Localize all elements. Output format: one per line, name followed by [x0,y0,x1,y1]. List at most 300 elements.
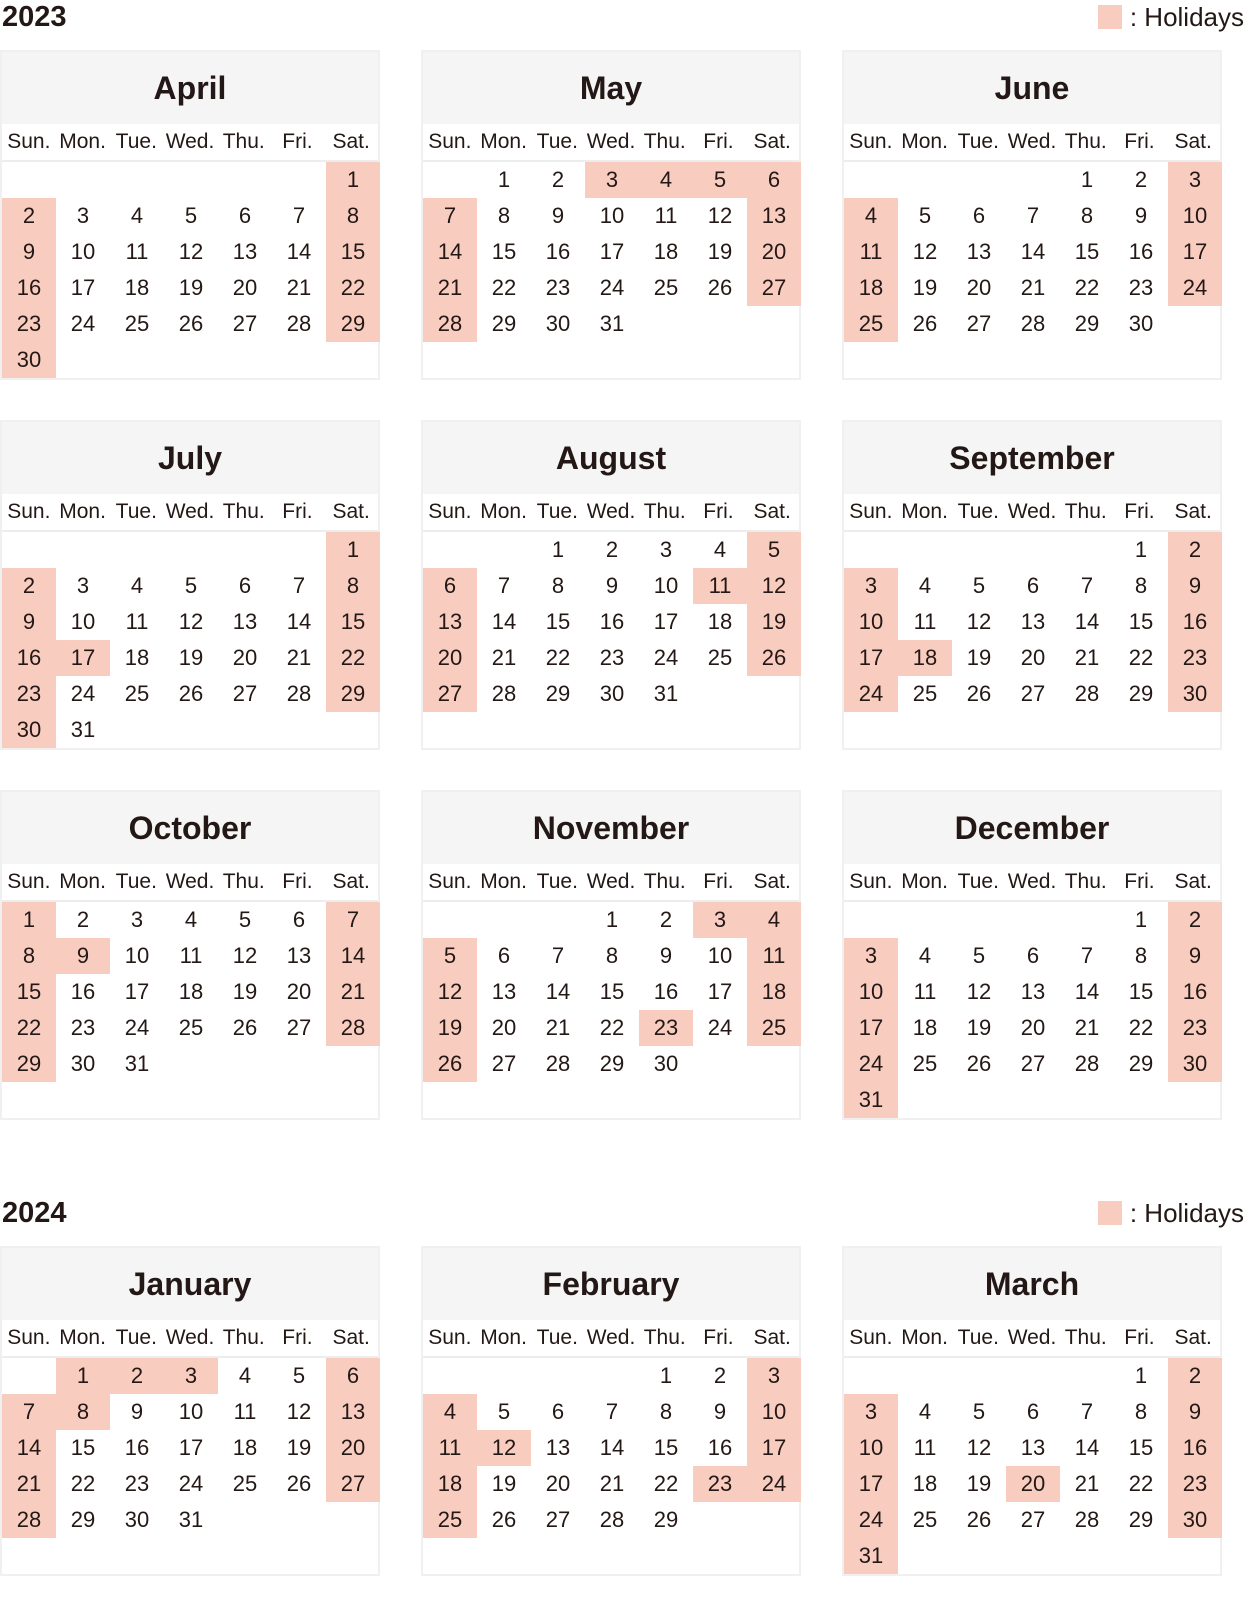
holiday-day: 1 [326,532,380,568]
day-cell: 27 [1020,1051,1046,1076]
empty-cell [272,532,326,568]
day-cell: 4 [184,907,198,932]
holiday-day: 5 [423,938,477,974]
day-cell: 9 [713,1399,727,1424]
day-cell: 22 [70,1471,96,1496]
day-cell: 14 [491,609,517,634]
day-cell: 14 [1074,609,1100,634]
weekday-label: Fri. [282,1326,313,1349]
holiday-day: 26 [423,1046,477,1082]
day-cell: 20 [232,645,258,670]
day-cell: 22 [545,645,571,670]
day-cell: 2 [605,537,619,562]
day-cell: 11 [654,203,678,228]
holiday-day: 10 [844,1430,898,1466]
weekday-label: Tue. [115,500,157,523]
day-grid [423,1358,799,1538]
day-cell: 12 [966,1435,992,1460]
holiday-day: 28 [326,1010,380,1046]
weekday-label: Mon. [480,500,527,523]
holiday-day: 9 [1168,568,1222,604]
weekday-label: Wed. [1007,130,1057,153]
weekday-label: Wed. [1007,1326,1057,1349]
holiday-day: 2 [1168,1358,1222,1394]
weekday-label: Tue. [115,130,157,153]
day-cell: 29 [1128,681,1154,706]
year-header [0,0,1252,40]
holiday-day: 21 [326,974,380,1010]
day-cell: 16 [70,979,96,1004]
holiday-day: 23 [693,1466,747,1502]
day-cell: 29 [491,311,517,336]
day-cell: 10 [124,943,150,968]
month-title: February [423,1248,799,1320]
empty-cell [272,162,326,198]
weekday-label: Tue. [957,130,999,153]
day-cell: 1 [551,537,565,562]
day-cell: 26 [707,275,733,300]
holiday-day: 2 [2,568,56,604]
day-cell: 12 [912,239,938,264]
day-cell: 7 [1080,943,1094,968]
day-cell: 30 [1128,311,1154,336]
year-title: 2024 [2,1197,67,1229]
holiday-day: 13 [326,1394,380,1430]
weekday-label: Sat. [753,130,791,153]
day-cell: 25 [912,681,938,706]
holiday-day: 30 [1168,676,1222,712]
day-cell: 2 [1134,167,1148,192]
day-cell: 8 [605,943,619,968]
month-card [842,50,1222,380]
holiday-day: 4 [423,1394,477,1430]
month-title: April [2,52,378,124]
holiday-day: 2 [2,198,56,234]
weekday-label: Fri. [1124,1326,1155,1349]
year-header [0,1196,1252,1236]
day-cell: 17 [653,609,679,634]
day-cell: 14 [1020,239,1046,264]
weekday-label: Fri. [1124,130,1155,153]
holiday-day: 10 [844,604,898,640]
day-cell: 8 [1134,1399,1148,1424]
day-cell: 30 [124,1507,150,1532]
day-cell: 16 [653,979,679,1004]
weekday-label: Sun. [428,500,472,523]
month-card [421,50,801,380]
holiday-day: 9 [2,604,56,640]
day-cell: 24 [124,1015,150,1040]
day-cell: 29 [70,1507,96,1532]
day-cell: 28 [491,681,517,706]
weekday-label: Tue. [536,130,578,153]
empty-cell [218,532,272,568]
weekday-label: Sun. [7,1326,51,1349]
holiday-day: 5 [693,162,747,198]
holiday-day: 6 [747,162,801,198]
holiday-day: 28 [423,306,477,342]
day-cell: 18 [912,1471,938,1496]
weekday-label: Mon. [480,870,527,893]
day-cell: 20 [491,1015,517,1040]
holiday-day: 23 [1168,640,1222,676]
day-cell: 7 [551,943,565,968]
day-cell: 14 [1074,979,1100,1004]
day-cell: 3 [76,573,90,598]
empty-cell [423,162,477,198]
day-cell: 3 [659,537,673,562]
day-cell: 6 [1026,1399,1040,1424]
holiday-day: 7 [326,902,380,938]
empty-cell [898,902,952,938]
weekday-label: Sat. [753,1326,791,1349]
month-title: March [844,1248,1220,1320]
day-cell: 26 [966,1051,992,1076]
day-cell: 13 [232,609,258,634]
day-cell: 22 [1128,645,1154,670]
day-cell: 15 [70,1435,96,1460]
weekday-label: Wed. [586,500,636,523]
holiday-day: 23 [1168,1466,1222,1502]
empty-cell [952,532,1006,568]
holiday-day: 3 [747,1358,801,1394]
day-cell: 26 [178,681,204,706]
holiday-day: 17 [844,640,898,676]
day-cell: 21 [1074,1471,1100,1496]
day-cell: 29 [599,1051,625,1076]
day-cell: 27 [545,1507,571,1532]
day-cell: 23 [70,1015,96,1040]
month-title: October [2,792,378,864]
day-cell: 7 [1026,203,1040,228]
day-cell: 1 [1134,537,1148,562]
holiday-day: 30 [2,342,56,378]
day-cell: 21 [1020,275,1046,300]
day-cell: 11 [913,1435,937,1460]
weekday-label: Thu. [643,1326,686,1349]
month-title: August [423,422,799,494]
empty-cell [1006,902,1060,938]
day-cell: 13 [1020,1435,1046,1460]
empty-cell [2,1358,56,1394]
weekday-header [423,1320,799,1358]
day-cell: 30 [653,1051,679,1076]
day-cell: 27 [1020,681,1046,706]
day-cell: 4 [713,537,727,562]
day-cell: 9 [1134,203,1148,228]
holiday-day: 16 [1168,974,1222,1010]
day-cell: 11 [179,943,203,968]
empty-cell [1006,162,1060,198]
holiday-day: 25 [747,1010,801,1046]
day-cell: 5 [918,203,932,228]
day-cell: 5 [972,1399,986,1424]
day-cell: 17 [178,1435,204,1460]
day-cell: 13 [232,239,258,264]
weekday-label: Mon. [59,870,106,893]
day-cell: 15 [1128,979,1154,1004]
holiday-day: 13 [423,604,477,640]
weekday-label: Fri. [703,870,734,893]
holiday-day: 3 [164,1358,218,1394]
empty-cell [1006,1358,1060,1394]
day-cell: 6 [1026,573,1040,598]
month-title: September [844,422,1220,494]
weekday-label: Fri. [1124,500,1155,523]
empty-cell [423,1358,477,1394]
day-cell: 13 [286,943,312,968]
day-cell: 2 [76,907,90,932]
holiday-day: 11 [747,938,801,974]
day-cell: 4 [918,573,932,598]
day-cell: 28 [286,311,312,336]
empty-cell [2,162,56,198]
holiday-day: 17 [1168,234,1222,270]
empty-cell [898,1358,952,1394]
weekday-header [423,864,799,902]
day-cell: 12 [178,609,204,634]
weekday-label: Thu. [222,870,265,893]
day-cell: 15 [545,609,571,634]
day-cell: 28 [1074,681,1100,706]
day-cell: 25 [707,645,733,670]
day-cell: 28 [1020,311,1046,336]
weekday-label: Mon. [901,500,948,523]
day-cell: 2 [713,1363,727,1388]
day-cell: 29 [1074,311,1100,336]
holiday-day: 5 [747,532,801,568]
holiday-day: 19 [423,1010,477,1046]
day-cell: 25 [232,1471,258,1496]
weekday-label: Fri. [282,500,313,523]
day-cell: 12 [966,609,992,634]
weekday-label: Sun. [7,500,51,523]
holiday-day: 31 [844,1538,898,1574]
empty-cell [898,532,952,568]
day-cell: 18 [124,275,150,300]
day-cell: 13 [491,979,517,1004]
weekday-label: Sat. [332,500,370,523]
day-cell: 26 [286,1471,312,1496]
empty-cell [423,902,477,938]
day-cell: 22 [1128,1015,1154,1040]
holiday-day: 18 [844,270,898,306]
day-grid [844,532,1220,712]
day-cell: 23 [124,1471,150,1496]
holiday-day: 25 [844,306,898,342]
weekday-label: Thu. [1064,1326,1107,1349]
day-cell: 31 [178,1507,204,1532]
holiday-day: 21 [2,1466,56,1502]
day-cell: 22 [491,275,517,300]
weekday-label: Sat. [332,1326,370,1349]
year-title: 2023 [2,1,67,33]
day-cell: 29 [545,681,571,706]
day-cell: 29 [1128,1051,1154,1076]
weekday-label: Fri. [703,130,734,153]
day-cell: 26 [178,311,204,336]
day-cell: 11 [125,239,149,264]
month-card [421,790,801,1120]
day-cell: 19 [491,1471,517,1496]
holiday-day: 10 [747,1394,801,1430]
holiday-day: 11 [844,234,898,270]
day-cell: 24 [178,1471,204,1496]
holiday-day: 1 [56,1358,110,1394]
day-cell: 12 [707,203,733,228]
empty-cell [844,532,898,568]
day-cell: 27 [966,311,992,336]
weekday-label: Tue. [957,870,999,893]
month-card [0,50,380,380]
day-cell: 30 [599,681,625,706]
holiday-day: 11 [423,1430,477,1466]
weekday-label: Mon. [901,130,948,153]
day-cell: 18 [124,645,150,670]
legend-label: : Holidays [1129,1197,1244,1228]
day-cell: 13 [1020,979,1046,1004]
holiday-day: 14 [326,938,380,974]
weekday-label: Mon. [59,1326,106,1349]
day-grid [423,902,799,1082]
empty-cell [844,1358,898,1394]
day-cell: 15 [1128,1435,1154,1460]
weekday-label: Wed. [586,1326,636,1349]
weekday-label: Sun. [428,130,472,153]
weekday-label: Sun. [428,1326,472,1349]
holiday-day: 3 [844,1394,898,1430]
holiday-day: 1 [326,162,380,198]
day-cell: 24 [70,311,96,336]
holiday-day: 20 [326,1430,380,1466]
day-cell: 13 [1020,609,1046,634]
day-cell: 26 [966,681,992,706]
day-cell: 31 [70,717,96,742]
day-grid [844,162,1220,342]
weekday-label: Sat. [1174,130,1212,153]
day-cell: 21 [286,645,312,670]
day-cell: 14 [286,239,312,264]
day-cell: 19 [232,979,258,1004]
holiday-day: 24 [1168,270,1222,306]
day-cell: 1 [605,907,619,932]
holiday-day: 23 [639,1010,693,1046]
day-cell: 18 [912,1015,938,1040]
weekday-label: Tue. [536,500,578,523]
day-cell: 11 [233,1399,257,1424]
weekday-label: Fri. [1124,870,1155,893]
weekday-label: Wed. [165,870,215,893]
holiday-day: 30 [1168,1502,1222,1538]
day-cell: 5 [184,573,198,598]
weekday-label: Sat. [753,870,791,893]
holiday-day: 7 [423,198,477,234]
holiday-day: 24 [844,676,898,712]
month-title: June [844,52,1220,124]
weekday-label: Sat. [1174,500,1212,523]
weekday-label: Thu. [643,500,686,523]
day-cell: 7 [1080,573,1094,598]
holiday-day: 3 [1168,162,1222,198]
empty-cell [531,1358,585,1394]
holiday-day: 8 [326,198,380,234]
day-cell: 12 [286,1399,312,1424]
day-cell: 25 [912,1051,938,1076]
day-cell: 27 [232,311,258,336]
empty-cell [56,532,110,568]
holiday-day: 16 [1168,604,1222,640]
day-cell: 9 [659,943,673,968]
weekday-header [844,494,1220,532]
weekday-label: Fri. [703,1326,734,1349]
day-cell: 24 [707,1015,733,1040]
day-cell: 26 [966,1507,992,1532]
holiday-day: 18 [423,1466,477,1502]
weekday-label: Fri. [703,500,734,523]
day-cell: 11 [913,609,937,634]
weekday-header [2,864,378,902]
day-cell: 5 [497,1399,511,1424]
day-cell: 25 [912,1507,938,1532]
holiday-day: 9 [1168,938,1222,974]
weekday-label: Sun. [849,500,893,523]
empty-cell [844,162,898,198]
weekday-label: Wed. [165,500,215,523]
day-cell: 19 [912,275,938,300]
day-cell: 29 [653,1507,679,1532]
holiday-day: 23 [1168,1010,1222,1046]
day-cell: 17 [599,239,625,264]
empty-cell [110,532,164,568]
day-cell: 4 [130,573,144,598]
empty-cell [56,162,110,198]
weekday-label: Thu. [222,500,265,523]
weekday-label: Sun. [849,870,893,893]
holiday-day: 4 [844,198,898,234]
day-cell: 31 [599,311,625,336]
day-cell: 8 [1134,943,1148,968]
day-cell: 4 [130,203,144,228]
month-card [421,420,801,750]
weekday-label: Wed. [165,1326,215,1349]
weekday-label: Sun. [7,870,51,893]
day-cell: 19 [286,1435,312,1460]
day-cell: 28 [545,1051,571,1076]
day-cell: 28 [1074,1507,1100,1532]
day-cell: 15 [599,979,625,1004]
day-cell: 22 [1074,275,1100,300]
holiday-day: 29 [326,676,380,712]
weekday-label: Sun. [7,130,51,153]
day-cell: 23 [599,645,625,670]
empty-cell [218,162,272,198]
day-cell: 18 [707,609,733,634]
weekday-label: Tue. [536,1326,578,1349]
holiday-day: 16 [1168,1430,1222,1466]
holiday-day: 12 [477,1430,531,1466]
day-cell: 1 [1134,907,1148,932]
day-grid [2,1358,378,1538]
holiday-day: 10 [1168,198,1222,234]
weekday-label: Mon. [480,130,527,153]
day-cell: 10 [653,573,679,598]
day-cell: 15 [491,239,517,264]
day-cell: 27 [286,1015,312,1040]
day-cell: 14 [599,1435,625,1460]
holiday-day: 4 [639,162,693,198]
weekday-label: Thu. [222,130,265,153]
day-cell: 31 [124,1051,150,1076]
